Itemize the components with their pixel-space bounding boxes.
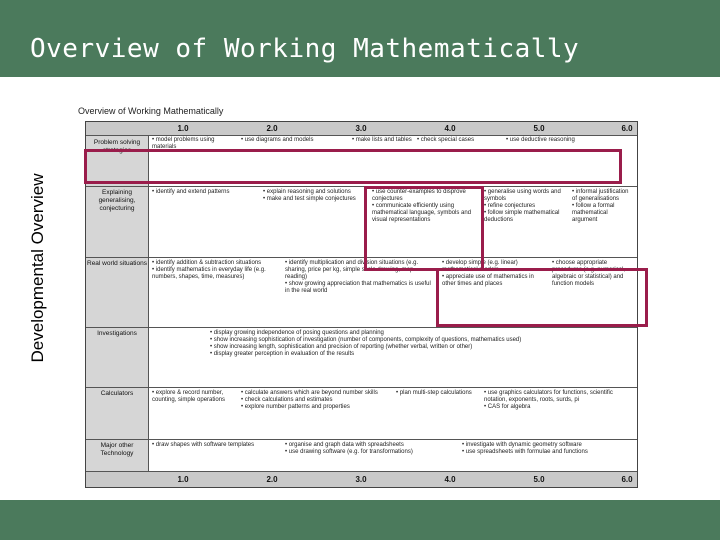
footer-bar [0, 500, 720, 540]
level-label: 4.0 [444, 124, 456, 133]
title-banner [0, 0, 720, 77]
table-cell: • choose appropriate procedures (e.g. numerical, algebraic or statistical) and function models [552, 260, 626, 287]
slide-title: Overview of Working Mathematically [30, 34, 580, 64]
table-cell: • organise and graph data with spreadsheets • use drawing software (e.g. for transformations) [285, 442, 413, 455]
table-cell: • identify multiplication and division situations (e.g. sharing, price per kg, simple scale drawing, map reading) • show growing appreciation that mathematics is useful in the real world [285, 260, 431, 294]
table-cell: • check special cases [417, 137, 475, 143]
level-label: 1.0 [177, 475, 189, 484]
row-label-problem-solving: Problem solving strategies [86, 136, 149, 186]
row-label-technology: Major other Technology [86, 439, 149, 473]
level-label: 4.0 [444, 475, 456, 484]
table-cell: • calculate answers which are beyond number skills • check calculations and estimates • explore number patterns and properties [241, 390, 378, 410]
highlight-real-world [436, 268, 648, 327]
figure-title: Overview of Working Mathematically [78, 106, 224, 116]
level-label: 3.0 [355, 124, 367, 133]
row-divider [86, 186, 637, 187]
highlight-explaining [364, 186, 484, 271]
row-label-calculators: Calculators [86, 387, 149, 439]
table-cell: • identify and extend patterns [152, 189, 230, 195]
level-header-top [86, 122, 637, 136]
table-cell: • informal justification of generalisations • follow a formal mathematical argument [572, 189, 629, 223]
side-label: Developmental Overview [28, 173, 47, 363]
level-label: 1.0 [177, 124, 189, 133]
row-divider [86, 257, 637, 258]
table-cell: • use diagrams and models [241, 137, 314, 143]
row-label-investigations: Investigations [86, 327, 149, 387]
table-cell: • use graphics calculators for functions, scientific notation, exponents, roots, surds, pi • CAS for algebra [484, 390, 613, 410]
highlight-problem-solving [84, 149, 622, 184]
table-cell: • investigate with dynamic geometry software • use spreadsheets with formulae and functions [462, 442, 588, 455]
level-header-bottom [86, 471, 637, 487]
table-cell: • develop simple (e.g. linear) mathematical models • appreciate use of mathematics in other times and places [442, 260, 534, 287]
table-cell: • identify addition & subtraction situations • identify mathematics in everyday life (e.g. numbers, shapes, time, measures) [152, 260, 266, 280]
level-label: 5.0 [533, 475, 545, 484]
table-cell: • generalise using words and symbols • refine conjectures • follow simple mathematical deductions [484, 189, 561, 223]
level-label: 5.0 [533, 124, 545, 133]
table-cell: • model problems using materials [152, 137, 215, 150]
level-label: 2.0 [266, 124, 278, 133]
level-label: 2.0 [266, 475, 278, 484]
table-cell: • plan multi-step calculations [396, 390, 472, 396]
row-label-real-world: Real world situations [86, 257, 149, 327]
row-divider [86, 439, 637, 440]
level-label: 6.0 [621, 475, 633, 484]
table-cell: • make lists and tables [352, 137, 412, 143]
table-cell: • explore & record number, counting, simple operations [152, 390, 226, 403]
table-cell: • use counter-examples to disprove conjectures • communicate efficiently using mathematical language, symbols and visual representations [372, 189, 472, 223]
table-cell: • use deductive reasoning [506, 137, 575, 143]
table-cell: • explain reasoning and solutions • make and test simple conjectures [263, 189, 356, 202]
level-label: 6.0 [621, 124, 633, 133]
row-divider [86, 387, 637, 388]
row-label-explaining: Explaining generalising, conjecturing [86, 186, 149, 257]
table-cell: • display growing independence of posing questions and planning • show increasing sophistication of investigation (number of components, complexity of questions, mathematics used) • show increasing length, sophistication and precision of reporting (whether verbal, written or other) • display greater perception in evaluation of the results [210, 330, 522, 357]
level-label: 3.0 [355, 475, 367, 484]
row-divider [86, 327, 637, 328]
table-cell: • draw shapes with software templates [152, 442, 255, 448]
